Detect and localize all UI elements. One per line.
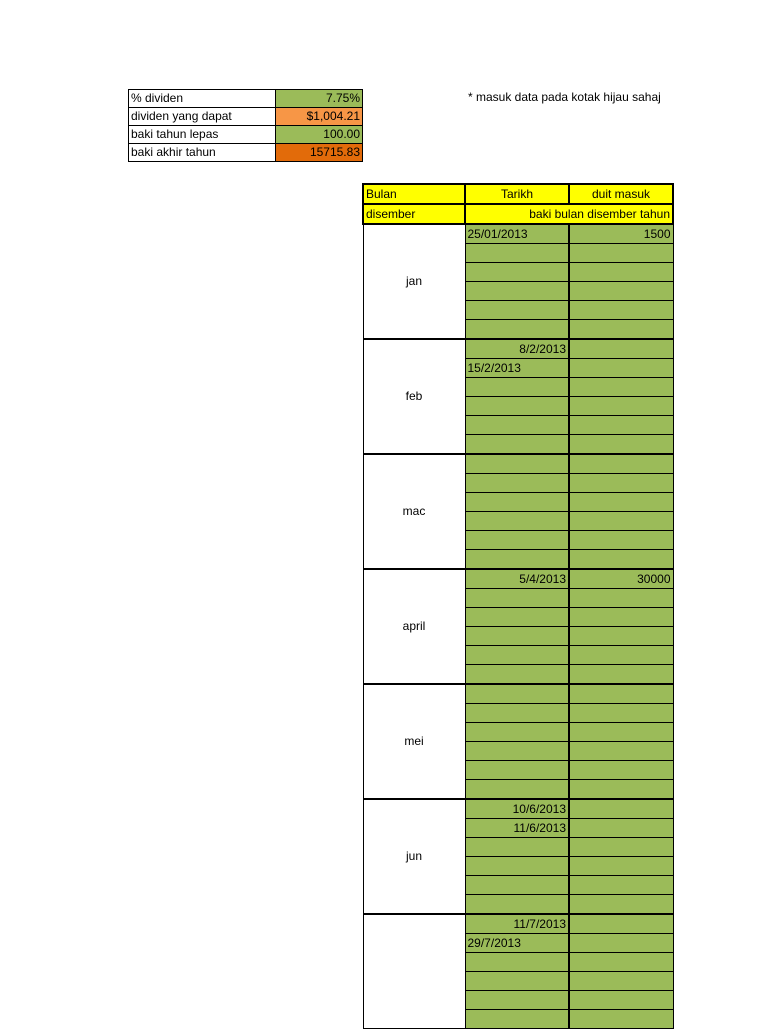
amount-cell[interactable] [569, 282, 673, 301]
amount-cell[interactable] [569, 991, 673, 1010]
summary-label: baki akhir tahun [129, 144, 276, 162]
date-cell[interactable]: 15/2/2013 [465, 359, 569, 378]
disember-balance-cell[interactable]: baki bulan disember tahun [465, 204, 673, 224]
amount-cell[interactable] [569, 608, 673, 627]
amount-cell[interactable] [569, 474, 673, 493]
date-cell[interactable]: 29/7/2013 [465, 934, 569, 953]
amount-cell[interactable] [569, 876, 673, 895]
table-row [363, 339, 673, 359]
date-cell[interactable]: 10/6/2013 [465, 799, 569, 819]
amount-cell[interactable] [569, 454, 673, 474]
date-cell[interactable] [465, 972, 569, 991]
amount-cell[interactable] [569, 1010, 673, 1029]
month-label: april [363, 569, 465, 684]
amount-cell[interactable] [569, 895, 673, 915]
date-cell[interactable] [465, 416, 569, 435]
date-cell[interactable] [465, 780, 569, 800]
amount-cell[interactable] [569, 799, 673, 819]
date-cell[interactable]: 25/01/2013 [465, 224, 569, 244]
date-cell[interactable]: 5/4/2013 [465, 569, 569, 589]
amount-cell[interactable] [569, 435, 673, 455]
date-cell[interactable] [465, 474, 569, 493]
amount-cell[interactable] [569, 953, 673, 972]
date-cell[interactable] [465, 550, 569, 570]
summary-label: baki tahun lepas [129, 126, 276, 144]
table-row [363, 454, 673, 474]
date-cell[interactable] [465, 512, 569, 531]
amount-cell[interactable] [569, 704, 673, 723]
date-cell[interactable] [465, 263, 569, 282]
date-cell[interactable] [465, 646, 569, 665]
amount-cell[interactable] [569, 838, 673, 857]
amount-cell[interactable] [569, 972, 673, 991]
date-cell[interactable] [465, 761, 569, 780]
amount-cell[interactable] [569, 742, 673, 761]
amount-cell[interactable] [569, 780, 673, 800]
month-label: mac [363, 454, 465, 569]
amount-cell[interactable] [569, 723, 673, 742]
date-cell[interactable] [465, 282, 569, 301]
amount-cell[interactable] [569, 512, 673, 531]
date-cell[interactable] [465, 723, 569, 742]
date-cell[interactable] [465, 378, 569, 397]
amount-cell[interactable] [569, 857, 673, 876]
month-label: jan [363, 224, 465, 339]
date-cell[interactable] [465, 704, 569, 723]
summary-value: 15715.83 [276, 144, 363, 162]
date-cell[interactable] [465, 320, 569, 340]
amount-cell[interactable] [569, 819, 673, 838]
amount-cell[interactable] [569, 627, 673, 646]
amount-cell[interactable] [569, 550, 673, 570]
deposit-grid [362, 183, 671, 950]
amount-cell[interactable]: 1500 [569, 224, 673, 244]
month-label: feb [363, 339, 465, 454]
summary-row [129, 90, 363, 108]
date-cell[interactable] [465, 895, 569, 915]
table-row [363, 224, 673, 244]
amount-cell[interactable] [569, 378, 673, 397]
date-cell[interactable] [465, 742, 569, 761]
amount-cell[interactable] [569, 934, 673, 953]
date-cell[interactable]: 11/6/2013 [465, 819, 569, 838]
table-row [363, 914, 673, 934]
date-cell[interactable] [465, 684, 569, 704]
date-cell[interactable] [465, 857, 569, 876]
table-row [363, 569, 673, 589]
disember-row [363, 204, 673, 224]
date-cell[interactable]: 11/7/2013 [465, 914, 569, 934]
amount-cell[interactable] [569, 684, 673, 704]
amount-cell[interactable] [569, 761, 673, 780]
amount-cell[interactable] [569, 416, 673, 435]
date-cell[interactable] [465, 991, 569, 1010]
date-cell[interactable]: 8/2/2013 [465, 339, 569, 359]
amount-cell[interactable] [569, 320, 673, 340]
date-cell[interactable] [465, 1010, 569, 1029]
amount-cell[interactable] [569, 589, 673, 608]
date-cell[interactable] [465, 531, 569, 550]
amount-cell[interactable] [569, 531, 673, 550]
summary-value[interactable]: 100.00 [276, 126, 363, 144]
header-tarikh: Tarikh [465, 184, 569, 204]
header-duit-masuk: duit masuk [569, 184, 673, 204]
summary-row [129, 144, 363, 162]
date-cell[interactable] [465, 454, 569, 474]
date-cell[interactable] [465, 953, 569, 972]
date-cell[interactable] [465, 244, 569, 263]
date-cell[interactable] [465, 435, 569, 455]
amount-cell[interactable] [569, 359, 673, 378]
date-cell[interactable] [465, 838, 569, 857]
disember-label: disember [363, 204, 465, 224]
summary-label: dividen yang dapat [129, 108, 276, 126]
amount-cell[interactable] [569, 301, 673, 320]
month-label: mei [363, 684, 465, 799]
amount-cell[interactable] [569, 263, 673, 282]
header-bulan: Bulan [363, 184, 465, 204]
summary-row [129, 126, 363, 144]
amount-cell[interactable] [569, 646, 673, 665]
date-cell[interactable] [465, 493, 569, 512]
date-cell[interactable] [465, 665, 569, 685]
table-row [363, 799, 673, 819]
amount-cell[interactable] [569, 493, 673, 512]
date-cell[interactable] [465, 608, 569, 627]
date-cell[interactable] [465, 589, 569, 608]
summary-table [128, 89, 363, 162]
summary-value[interactable]: 7.75% [276, 90, 363, 108]
amount-cell[interactable] [569, 339, 673, 359]
date-cell[interactable] [465, 627, 569, 646]
date-cell[interactable] [465, 397, 569, 416]
amount-cell[interactable]: 30000 [569, 569, 673, 589]
amount-cell[interactable] [569, 397, 673, 416]
month-label [363, 914, 465, 1029]
amount-cell[interactable] [569, 914, 673, 934]
month-label: jun [363, 799, 465, 914]
amount-cell[interactable] [569, 665, 673, 685]
amount-cell[interactable] [569, 244, 673, 263]
date-cell[interactable] [465, 301, 569, 320]
summary-value: $1,004.21 [276, 108, 363, 126]
date-cell[interactable] [465, 876, 569, 895]
summary-row [129, 108, 363, 126]
header-row [363, 184, 673, 204]
summary-label: % dividen [129, 90, 276, 108]
table-row [363, 684, 673, 704]
instruction-note: * masuk data pada kotak hijau sahaj [468, 90, 661, 104]
